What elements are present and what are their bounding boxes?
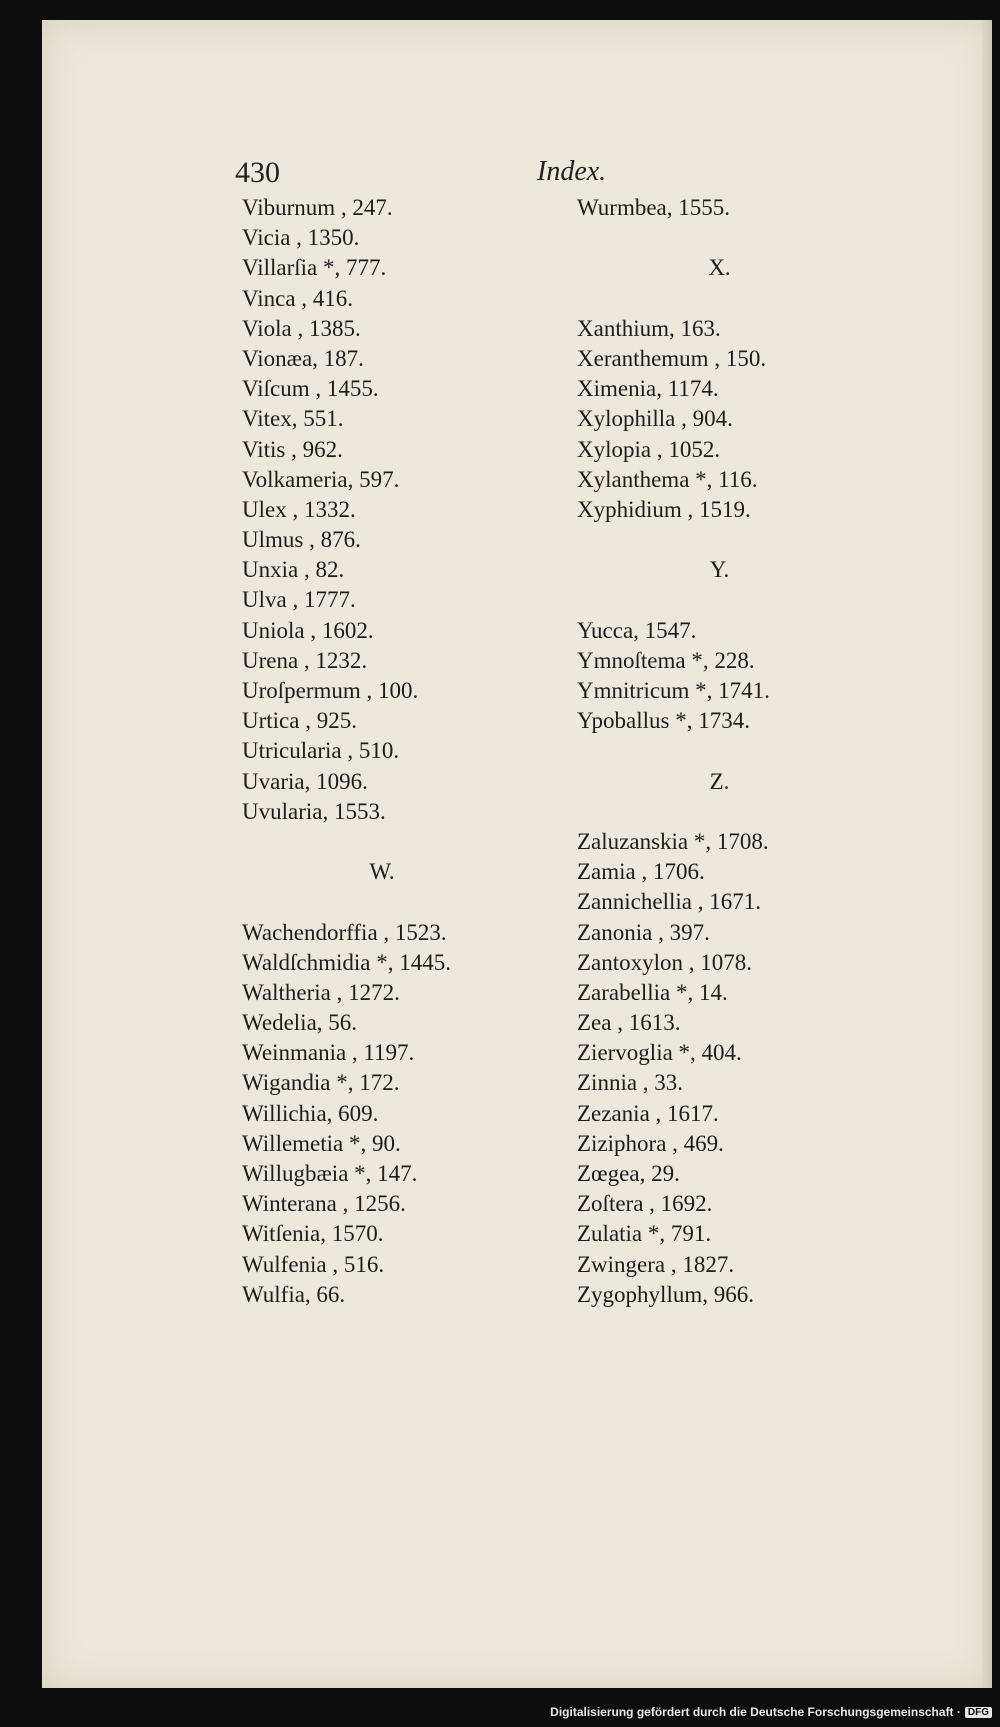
index-entry: Viſcum , 1455. bbox=[242, 376, 379, 402]
spacer bbox=[242, 887, 522, 917]
index-column-right bbox=[577, 193, 862, 1310]
index-entry: Zaluzanskia *, 1708. bbox=[577, 828, 769, 854]
index-entry: Zoſtera , 1692. bbox=[577, 1191, 713, 1217]
index-entry: Vionæa, 187. bbox=[242, 345, 364, 371]
index-entry: Urena , 1232. bbox=[242, 647, 368, 673]
index-entry: Ziervoglia *, 404. bbox=[577, 1040, 742, 1066]
index-entry: Ymnoſtema *, 228. bbox=[577, 647, 755, 673]
index-entry: Viburnum , 247. bbox=[242, 195, 393, 220]
spacer bbox=[577, 223, 862, 253]
index-entry: Wulfia, 66. bbox=[242, 1281, 346, 1307]
index-entry: Ymnitricum *, 1741. bbox=[577, 678, 770, 703]
index-entry: Wedelia, 56. bbox=[242, 1010, 358, 1036]
index-entry: Volkameria, 597. bbox=[242, 466, 400, 492]
index-entry: Villarſia *, 777. bbox=[242, 255, 387, 281]
index-entry: Ulva , 1777. bbox=[242, 587, 356, 613]
spacer bbox=[577, 797, 862, 827]
index-entry: Vinca , 416. bbox=[242, 285, 354, 311]
book-page bbox=[42, 20, 992, 1688]
index-entry: Waltheria , 1272. bbox=[242, 979, 400, 1005]
index-entry: Ximenia, 1174. bbox=[577, 376, 719, 402]
index-entry: Urtica , 925. bbox=[242, 708, 357, 734]
index-entry: Uvaria, 1096. bbox=[242, 768, 368, 794]
index-entry: Waldſchmidia *, 1445. bbox=[242, 949, 451, 975]
section-letter-heading: X. bbox=[708, 255, 731, 281]
index-entry: Xyphidium , 1519. bbox=[577, 496, 751, 522]
index-entry: Zulatia *, 791. bbox=[577, 1221, 712, 1247]
spacer bbox=[242, 827, 522, 857]
index-entry: Zannichellia , 1671. bbox=[577, 889, 761, 915]
index-entry: Zinnia , 33. bbox=[577, 1070, 684, 1096]
index-entry: Xeranthemum , 150. bbox=[577, 345, 767, 371]
index-entry: Zanonia , 397. bbox=[577, 919, 710, 945]
index-entry: Wulfenia , 516. bbox=[242, 1251, 385, 1277]
index-entry: Ulmus , 876. bbox=[242, 527, 361, 553]
index-entry: Xylanthema *, 116. bbox=[577, 466, 758, 492]
index-entry: Uvularia, 1553. bbox=[242, 798, 386, 824]
footer-text: Digitalisierung gefördert durch die Deutsche Forschungsgemeinschaft · bbox=[550, 1705, 961, 1719]
index-entry: Zezania , 1617. bbox=[577, 1100, 719, 1126]
index-entry: Willugbæia *, 147. bbox=[242, 1161, 418, 1186]
index-entry: Yucca, 1547. bbox=[577, 617, 697, 643]
page-title: Index. bbox=[537, 156, 607, 187]
index-entry: Unxia , 82. bbox=[242, 557, 345, 583]
section-letter-heading: Y. bbox=[709, 557, 730, 583]
spacer bbox=[577, 585, 862, 615]
index-entry: Witſenia, 1570. bbox=[242, 1221, 384, 1247]
index-entry: Uniola , 1602. bbox=[242, 617, 374, 643]
index-entry: Vicia , 1350. bbox=[242, 225, 360, 251]
index-entry: Winterana , 1256. bbox=[242, 1191, 406, 1217]
index-entry: Zarabellia *, 14. bbox=[577, 979, 728, 1005]
index-entry: Zygophyllum, 966. bbox=[577, 1281, 754, 1307]
index-entry: Ypoballus *, 1734. bbox=[577, 708, 750, 734]
index-entry: Xylophilla , 904. bbox=[577, 406, 733, 432]
page-edge bbox=[982, 20, 992, 1688]
index-entry: Weinmania , 1197. bbox=[242, 1040, 415, 1066]
index-entry: Wigandia *, 172. bbox=[242, 1070, 400, 1096]
dfg-logo: DFG bbox=[965, 1707, 992, 1718]
digitization-credit bbox=[550, 1705, 992, 1719]
index-entry: Ulex , 1332. bbox=[242, 496, 356, 522]
index-entry: Zœgea, 29. bbox=[577, 1161, 680, 1186]
index-entry: Vitis , 962. bbox=[242, 436, 343, 462]
index-entry: Zantoxylon , 1078. bbox=[577, 949, 753, 975]
index-entry: Utricularia , 510. bbox=[242, 738, 400, 764]
page-number: 430 bbox=[235, 156, 280, 189]
index-entry: Zwingera , 1827. bbox=[577, 1251, 735, 1277]
index-column-left bbox=[242, 193, 522, 1310]
spacer bbox=[577, 525, 862, 555]
index-entry: Viola , 1385. bbox=[242, 315, 361, 341]
index-entry: Zea , 1613. bbox=[577, 1010, 681, 1036]
section-letter-heading: W. bbox=[369, 859, 395, 885]
index-entry: Xanthium, 163. bbox=[577, 315, 721, 341]
index-entry: Ziziphora , 469. bbox=[577, 1130, 724, 1156]
index-entry: Wurmbea, 1555. bbox=[577, 195, 731, 220]
section-letter-heading: Z. bbox=[709, 768, 730, 794]
spacer bbox=[577, 736, 862, 766]
index-entry: Zamia , 1706. bbox=[577, 859, 705, 885]
spacer bbox=[577, 284, 862, 314]
index-entry: Wachendorffia , 1523. bbox=[242, 919, 447, 945]
index-entry: Xylopia , 1052. bbox=[577, 436, 721, 462]
index-entry: Willichia, 609. bbox=[242, 1100, 379, 1126]
index-entry: Vitex, 551. bbox=[242, 406, 344, 432]
index-entry: Willemetia *, 90. bbox=[242, 1130, 401, 1156]
index-entry: Uroſpermum , 100. bbox=[242, 678, 419, 703]
